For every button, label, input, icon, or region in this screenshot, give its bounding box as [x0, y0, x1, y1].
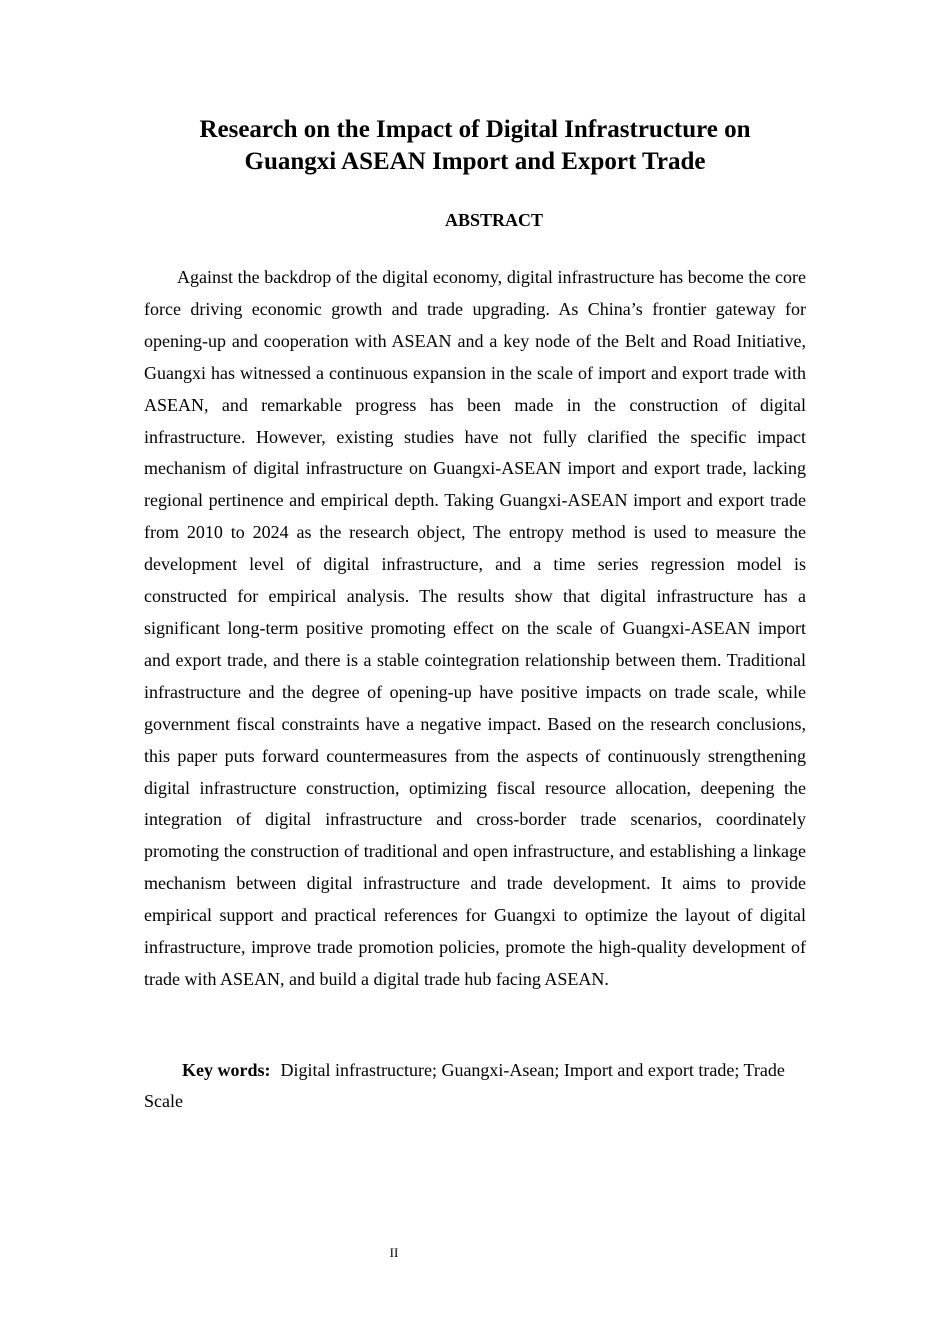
keywords-text: Digital infrastructure; Guangxi-Asean; Import and export trade; Trade Scale: [144, 1060, 785, 1111]
keywords-label: Key words:: [182, 1060, 271, 1080]
paper-title: [144, 114, 806, 178]
abstract-heading: ABSTRACT: [444, 210, 544, 230]
paper-title-line-2: Guangxi ASEAN Import and Export Trade: [244, 148, 706, 175]
paper-title-line-1: Research on the Impact of Digital Infrastructure on: [199, 116, 751, 143]
abstract-body: Against the backdrop of the digital economy, digital infrastructure has become the core force driving economic growth and trade upgrading. As China’s frontier gateway for opening-up and cooperation with ASEAN and a key node of the Belt and Road Initiative, Guangxi has witnessed a continuous expansion in the scale of import and export trade with ASEAN, and remarkable progress has been made in the construction of digital infrastructure. However, existing studies have not fully clarified the specific impact mechanism of digital infrastructure on Guangxi-ASEAN import and export trade, lacking regional pertinence and empirical depth. Taking Guangxi-ASEAN import and export trade from 2010 to 2024 as the research object, The entropy method is used to measure the development level of digital infrastructure, and a time series regression model is constructed for empirical analysis. The results show that digital infrastructure has a significant long-term positive promoting effect on the scale of Guangxi-ASEAN import and export trade, and there is a stable cointegration relationship between them. Traditional infrastructure and the degree of opening-up have positive impacts on trade scale, while government fiscal constraints have a negative impact. Based on the research conclusions, this paper puts forward countermeasures from the aspects of continuously strengthening digital infrastructure construction, optimizing fiscal resource allocation, deepening the integration of digital infrastructure and cross-border trade scenarios, coordinately promoting the construction of traditional and open infrastructure, and establishing a linkage mechanism between digital infrastructure and trade development. It aims to provide empirical support and practical references for Guangxi to optimize the layout of digital infrastructure, improve trade promotion policies, promote the high-quality development of trade with ASEAN, and build a digital trade hub facing ASEAN.: [144, 267, 806, 989]
page-number: II: [389, 1245, 399, 1260]
keywords-paragraph: [144, 1055, 806, 1117]
